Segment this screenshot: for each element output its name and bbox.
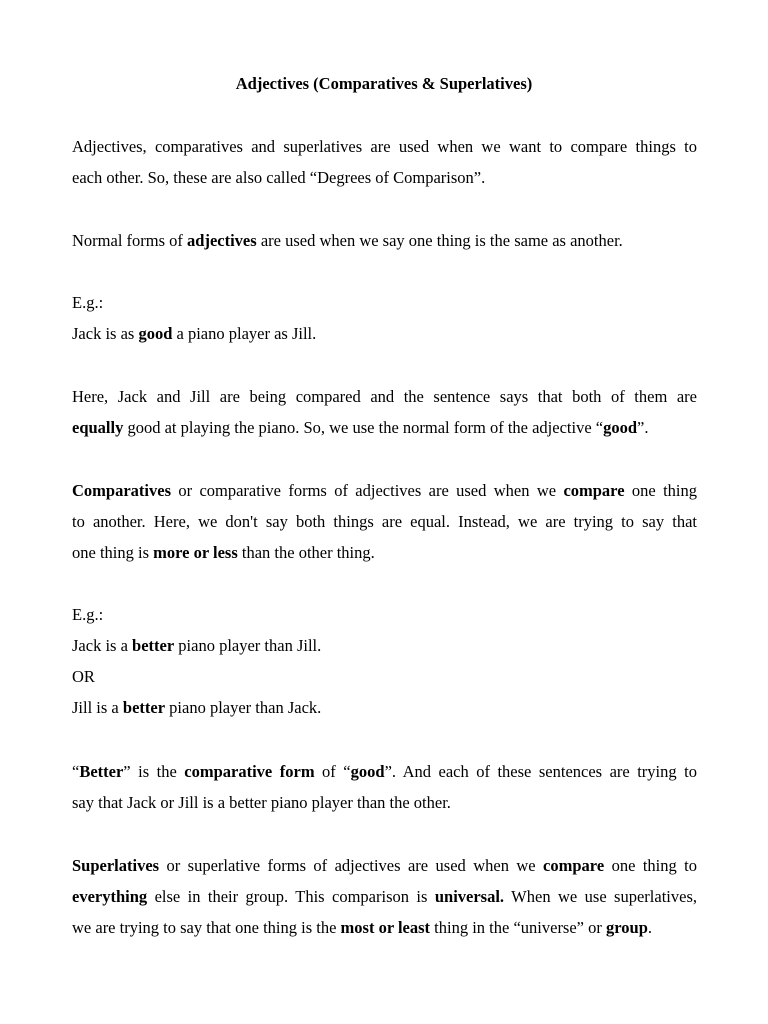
example-bold: better	[132, 636, 175, 655]
better-line-2: say that Jack or Jill is a better piano player than the other.	[72, 793, 451, 812]
example-1	[72, 287, 697, 349]
example-sentence-2	[72, 692, 697, 723]
superlatives-bold: compare	[543, 856, 605, 875]
document-title: Adjectives (Comparatives & Superlatives)	[235, 74, 533, 93]
superlatives-text: one thing to	[604, 856, 697, 875]
intro-line-1: Adjectives, comparatives and superlatives are used when we want to compare things to	[72, 137, 697, 156]
superlatives-text: thing in the “universe” or	[430, 918, 606, 937]
example-sentence-1	[72, 630, 697, 661]
superlatives-bold: Superlatives	[72, 856, 160, 875]
superlatives-paragraph	[72, 850, 697, 943]
superlatives-bold: universal.	[434, 887, 505, 906]
comparatives-bold: more or less	[153, 543, 238, 562]
comparatives-text: one thing is	[72, 543, 154, 562]
superlatives-text: .	[647, 918, 653, 937]
example-label: E.g.:	[72, 605, 104, 624]
intro-paragraph	[72, 131, 697, 193]
comparatives-text: or comparative forms of adjectives are used when we	[170, 481, 564, 500]
here-line-2	[72, 412, 697, 443]
comparatives-text: one thing	[624, 481, 697, 500]
example-label: E.g.:	[72, 293, 104, 312]
intro-line-2: each other. So, these are also called “Degrees of Comparison”.	[72, 168, 486, 187]
superlatives-text: we are trying to say that one thing is the	[72, 918, 341, 937]
example-text: a piano player as Jill.	[172, 324, 317, 343]
comparatives-line-3	[72, 537, 697, 568]
better-bold: Better	[79, 762, 124, 781]
example-sentence	[72, 318, 697, 349]
example-text: Jack is as	[72, 324, 139, 343]
better-bold: good	[350, 762, 385, 781]
better-text: ” is the	[123, 762, 185, 781]
superlatives-text: or superlative forms of adjectives are used when we	[159, 856, 544, 875]
example-2	[72, 599, 697, 723]
example-text: Jill is a	[72, 698, 123, 717]
here-line-1: Here, Jack and Jill are being compared and the sentence says that both of them are	[72, 387, 697, 406]
better-bold: comparative form	[184, 762, 315, 781]
normal-forms-paragraph	[72, 225, 697, 256]
normal-text: are used when we say one thing is the same as another.	[256, 231, 623, 250]
comparatives-bold: Comparatives	[72, 481, 171, 500]
superlatives-bold: group	[606, 918, 648, 937]
here-text: ”.	[637, 418, 649, 437]
better-line-1	[72, 756, 697, 787]
better-text: of “	[314, 762, 351, 781]
example-text: Jack is a	[72, 636, 133, 655]
superlatives-bold: everything	[72, 887, 148, 906]
superlatives-line-1	[72, 850, 697, 881]
better-paragraph	[72, 756, 697, 818]
example-bold: better	[122, 698, 166, 717]
here-bold: good	[603, 418, 638, 437]
comparatives-line-1	[72, 475, 697, 506]
here-text: good at playing the piano. So, we use the normal form of the adjective “	[123, 418, 604, 437]
superlatives-line-2	[72, 881, 697, 912]
superlatives-bold: most or least	[340, 918, 431, 937]
comparatives-bold: compare	[563, 481, 625, 500]
example-text: piano player than Jill.	[174, 636, 322, 655]
better-text: ”. And each of these sentences are trying to	[384, 762, 697, 781]
superlatives-text: When we use superlatives,	[504, 887, 697, 906]
normal-forms-line	[72, 225, 697, 256]
normal-bold: adjectives	[187, 231, 257, 250]
comparatives-paragraph	[72, 475, 697, 568]
here-paragraph	[72, 381, 697, 443]
here-bold: equally	[72, 418, 124, 437]
example-bold: good	[138, 324, 173, 343]
example-or: OR	[72, 667, 95, 686]
comparatives-text: than the other thing.	[237, 543, 375, 562]
better-text: “	[72, 762, 80, 781]
normal-text: Normal forms of	[72, 231, 188, 250]
comparatives-line-2: to another. Here, we don't say both things are equal. Instead, we are trying to say that	[72, 512, 697, 531]
superlatives-line-3	[72, 912, 697, 943]
example-text: piano player than Jack.	[165, 698, 322, 717]
superlatives-text: else in their group. This comparison is	[147, 887, 435, 906]
